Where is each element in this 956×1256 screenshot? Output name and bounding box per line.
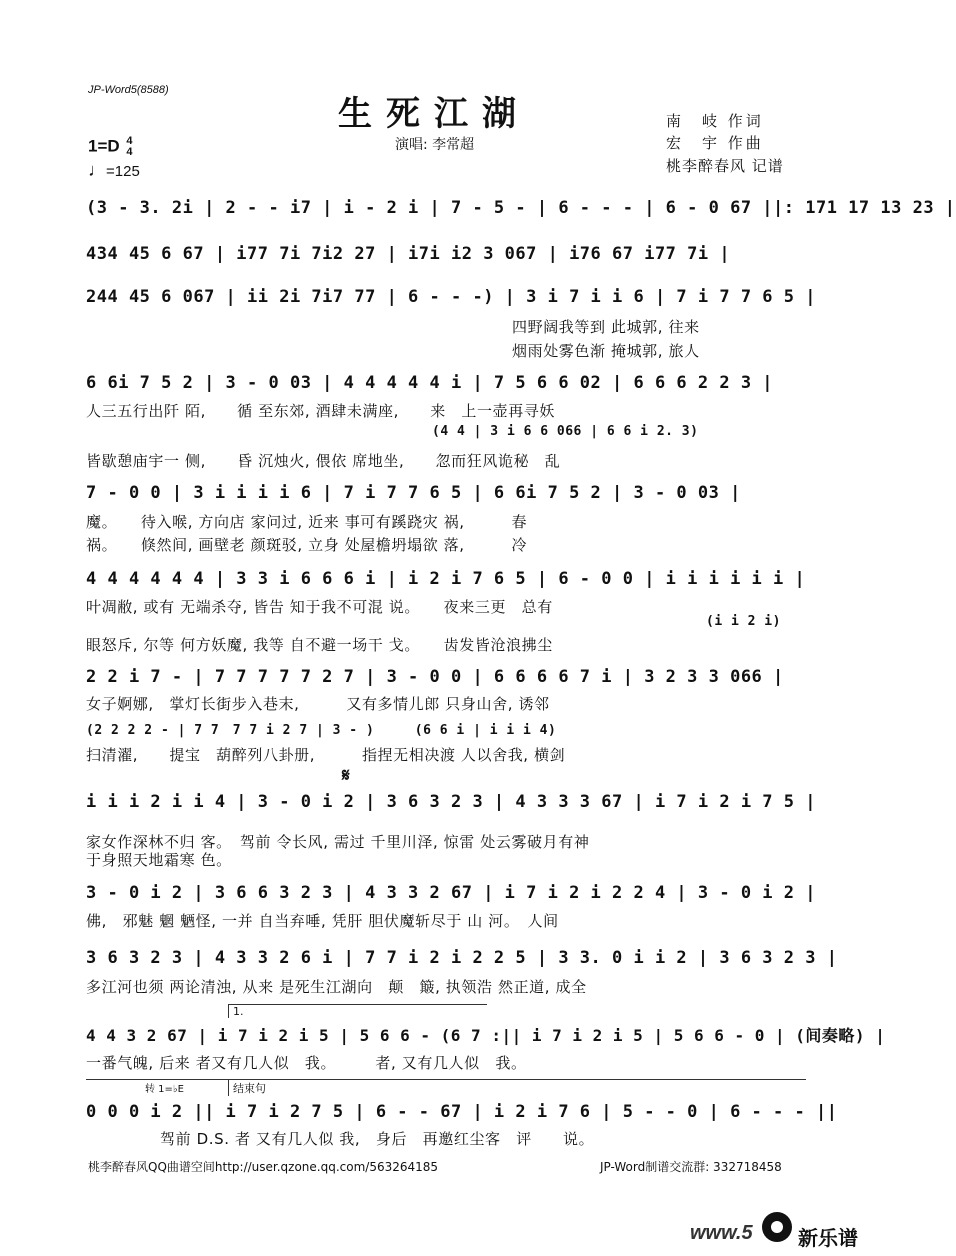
tempo-value: =125 <box>106 163 140 180</box>
music-line-4: 6 6i 7 5 2 | 3 - 0 03 | 4 4 4 4 4 i | 7 5 6 6 02 | 6 6 6 2 2 3 | <box>86 373 774 393</box>
key-signature <box>88 136 133 158</box>
accomp-line-7: (2 2 2 2 - | 7 7 7 7 i 2 7 | 3 - ) (6 6 i | i i i 4) <box>86 723 557 738</box>
time-bottom: 4 <box>126 146 133 158</box>
lyric-line-4b: 皆歇憩庙宇一 侧, 昏 沉烛火, 偎依 席地坐, 忽而狂风诡秘 乱 <box>86 452 561 470</box>
accomp-line-6: (i i 2 i) <box>706 614 781 629</box>
lyric-line-12: 驾前 D.S. 者 又有几人似 我, 身后 再邀红尘客 评 说。 <box>160 1130 595 1148</box>
lyric-line-6b: 眼怒斥, 尔等 何方妖魔, 我等 自不避一场干 戈。 齿发皆沧浪拂尘 <box>86 636 553 654</box>
transcriber-credit: 桃李醉春风 记谱 <box>666 157 784 175</box>
accomp-line-4: (4 4 | 3 i 6 6 066 | 6 6 i 2. 3) <box>432 424 699 439</box>
singer-credit: 演唱: 李常超 <box>395 137 475 153</box>
music-line-1: (3 - 3. 2i | 2 - - i7 | i - 2 i | 7 - 5 - | 6 - - - | 6 - 0 67 ||: 171 17 13 23 | <box>86 198 956 218</box>
music-line-9: 3 - 0 i 2 | 3 6 6 3 2 3 | 4 3 3 2 67 | i 7 i 2 i 2 2 4 | 3 - 0 i 2 | <box>86 883 816 903</box>
key-label: 1=D <box>88 136 120 156</box>
music-line-3: 244 45 6 067 | ii 2i 7i7 77 | 6 - - -) | 3 i 7 i i 6 | 7 i 7 7 6 5 | <box>86 287 816 307</box>
modulation-label: 转 1=♭E <box>145 1084 184 1095</box>
music-line-7: 2 2 i 7 - | 7 7 7 7 7 2 7 | 3 - 0 0 | 6 6 6 6 7 i | 3 2 3 3 066 | <box>86 667 784 687</box>
lyric-line-4a: 人三五行出阡 陌, 循 至东郊, 酒肆未满座, 来 上一壶再寻妖 <box>86 402 556 420</box>
lyric-line-8b: 于身照天地霜寒 色。 <box>86 851 232 869</box>
lyric-line-5a: 魔。 待入喉, 方向店 家问过, 近来 事可有蹊跷灾 祸, 春 <box>86 513 528 531</box>
volta-bracket: 1. <box>228 1004 487 1018</box>
lyricist-credit: 南 岐 作词 <box>666 112 764 130</box>
music-line-12: 0 0 0 i 2 || i 7 i 2 7 5 | 6 - - 67 | i 2 i 7 6 | 5 - - 0 | 6 - - - || <box>86 1102 838 1122</box>
music-line-11: 4 4 3 2 67 | i 7 i 2 i 5 | 5 6 6 - (6 7 :|| i 7 i 2 i 5 | 5 6 6 - 0 | (间奏略) | <box>86 1026 886 1045</box>
music-line-2: 434 45 6 67 | i77 7i 7i2 27 | i7i i2 3 067 | i76 67 i77 7i | <box>86 244 731 264</box>
watermark-brand: 新乐谱 <box>798 1228 858 1250</box>
music-line-5: 7 - 0 0 | 3 i i i i 6 | 7 i 7 7 6 5 | 6 6i 7 5 2 | 3 - 0 03 | <box>86 483 741 503</box>
separator-rule <box>86 1079 806 1080</box>
lyric-line-3b: 烟雨处雾色渐 掩城郭, 旅人 <box>512 342 700 360</box>
footer-left: 桃李醉春风QQ曲谱空间http://user.qzone.qq.com/563264185 <box>88 1160 439 1174</box>
time-signature <box>126 136 132 158</box>
music-line-10: 3 6 3 2 3 | 4 3 3 2 6 i | 7 7 i 2 i 2 2 5 | 3 3. 0 i i 2 | 3 6 3 2 3 | <box>86 948 838 968</box>
music-line-8: i i i 2 i i 4 | 3 - 0 i 2 | 3 6 3 2 3 | 4 3 3 3 67 | i 7 i 2 i 7 5 | <box>86 792 816 812</box>
lyric-line-5b: 祸。 倏然间, 画壁老 颜斑驳, 立身 处屋檐坍塌欲 落, 冷 <box>86 536 528 554</box>
tempo-marking <box>88 160 140 181</box>
lyric-line-3a: 四野阔我等到 此城郭, 往来 <box>512 318 700 336</box>
software-label: JP-Word5(8588) <box>88 84 169 96</box>
lyric-line-10: 多江河也须 两论清浊, 从来 是死生江湖向 颠 簸, 执领浩 然正道, 成全 <box>86 978 587 996</box>
lyric-line-8a: 家女作深林不归 客。 驾前 令长风, 需过 千里川泽, 惊雷 处云雾破月有神 <box>86 833 590 851</box>
lyric-line-9: 佛, 邪魅 魍 魉怪, 一并 自当弃唾, 凭肝 胆伏魔斩尽于 山 河。 人间 <box>86 912 559 930</box>
music-disc-icon <box>762 1212 792 1242</box>
lyric-line-7b: 扫清濯, 提宝 葫醉列八卦册, 指捏无相决渡 人以舍我, 横剑 <box>86 746 566 764</box>
footer-right: JP-Word制谱交流群: 332718458 <box>600 1160 782 1174</box>
ending-label: 结束句 <box>228 1080 266 1096</box>
segno-icon: 𝄋 <box>342 765 350 786</box>
lyric-line-6a: 叶凋敝, 或有 无端杀夺, 皆告 知于我不可混 说。 夜来三更 总有 <box>86 598 553 616</box>
song-title: 生死江湖 <box>338 94 530 134</box>
lyric-line-7a: 女子婀娜, 掌灯长街步入巷末, 又有多情儿郎 只身山舍, 诱邻 <box>86 695 550 713</box>
time-top: 4 <box>126 135 133 147</box>
quarter-note-icon: ♩ <box>88 160 106 180</box>
lyric-line-11: 一番气魄, 后来 者又有几人似 我。 者, 又有几人似 我。 <box>86 1054 527 1072</box>
music-line-6: 4 4 4 4 4 4 | 3 3 i 6 6 6 i | i 2 i 7 6 5 | 6 - 0 0 | i i i i i i | <box>86 569 806 589</box>
watermark-url: www.5 <box>690 1222 753 1244</box>
composer-credit: 宏 宇 作曲 <box>666 134 764 152</box>
